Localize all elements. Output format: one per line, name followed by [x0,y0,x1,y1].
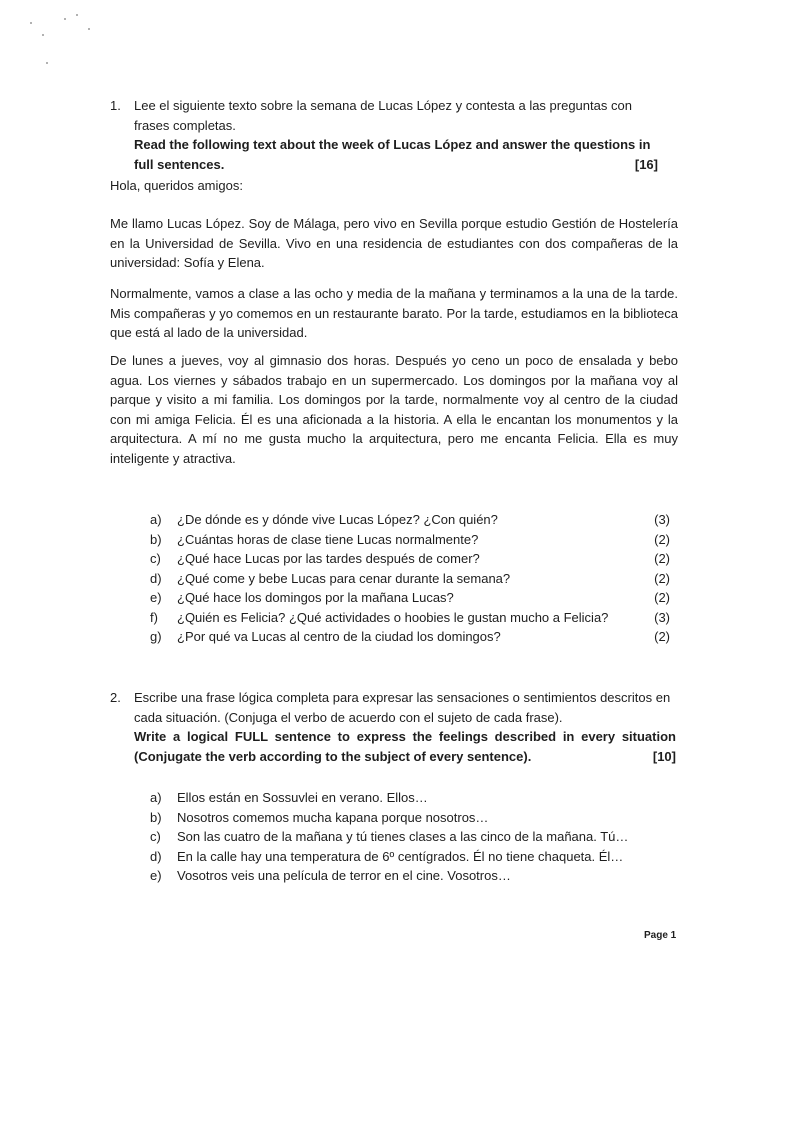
question-2-instruction-es: Escribe una frase lógica completa para expresar las sensaciones o sentimientos descritos en cada situación. (Conjuga el verbo de acuerdo con el sujeto de cada frase). [134,690,671,725]
question-2-marks: [10] [652,748,676,764]
question-1-instruction-es: Lee el siguiente texto sobre la semana de Lucas López y contesta a las preguntas con frases completas. [134,98,632,133]
sub-question: b) Nosotros comemos mucha kapana porque nosotros… [150,809,489,825]
sub-question: d) ¿Qué come y bebe Lucas para cenar durante la semana? (2) [150,570,670,586]
question-1-marks: [16] [634,156,658,172]
question-2-instruction-en: Write a logical FULL sentence to express the feelings described in every situation (Conjugate the verb according to the subject of every sentence). [10] [134,727,676,766]
question-1-instruction-en: Read the following text about the week of Lucas López and answer the questions in full sentences. [16] [134,135,658,174]
question-1-sub-questions [150,510,670,647]
question-2-sub-questions [150,788,670,886]
sub-question: d) En la calle hay una temperatura de 6º centígrados. Él no tiene chaqueta. Él… [150,848,624,864]
page-number: Page 1 [644,930,677,941]
text-paragraph-3: De lunes a jueves, voy al gimnasio dos horas. Después yo ceno un poco de ensalada y bebo agua. Los viernes y sábados trabajo en un supermercado. Los domingos por la mañana voy al parque y visito a mi familia. Los domingos por la tarde, normalmente voy al centro de la ciudad con mi amiga Felicia. Él es una aficionada a la historia. A ella le encantan los monumentos y la arquitectura. A mí no me gusta mucho la arquitectura, pero me encanta Felicia. Ella es muy inteligente y atractiva. [110,353,678,466]
sub-question: e) Vosotros veis una película de terror en el cine. Vosotros… [150,868,511,883]
sub-question: c) ¿Qué hace Lucas por las tardes después de comer? (2) [150,551,670,566]
sub-question: f) ¿Quién es Felicia? ¿Qué actividades o hoobies le gustan mucho a Felicia? (3) [150,609,670,625]
text-paragraph-1: Me llamo Lucas López. Soy de Málaga, pero vivo en Sevilla porque estudio Gestión de Hostelería en la Universidad de Sevilla. Vivo en una residencia de estudiantes con dos compañeras de la universidad: Sofía y Elena. [110,216,678,270]
sub-question: a) ¿De dónde es y dónde vive Lucas López? ¿Con quién? (3) [150,512,670,527]
sub-question: c) Son las cuatro de la mañana y tú tienes clases a las cinco de la mañana. Tú… [150,829,629,844]
sub-question: b) ¿Cuántas horas de clase tiene Lucas normalmente? (2) [150,531,670,547]
question-1-number: 1. [110,98,121,113]
sub-question: e) ¿Qué hace los domingos por la mañana Lucas? (2) [150,590,670,605]
question-2-number: 2. [110,690,121,705]
text-paragraph-2: Normalmente, vamos a clase a las ocho y media de la mañana y terminamos a la una de la tarde. Mis compañeras y yo comemos en un restaurante barato. Por la tarde, estudiamos en la biblioteca que está al lado de la universidad. [110,286,678,340]
question-1 [110,96,658,174]
sub-question: a) Ellos están en Sossuvlei en verano. Ellos… [150,790,428,805]
sub-question: g) ¿Por qué va Lucas al centro de la ciudad los domingos? (2) [150,629,670,644]
question-2 [110,688,676,766]
greeting: Hola, queridos amigos: [110,178,243,193]
